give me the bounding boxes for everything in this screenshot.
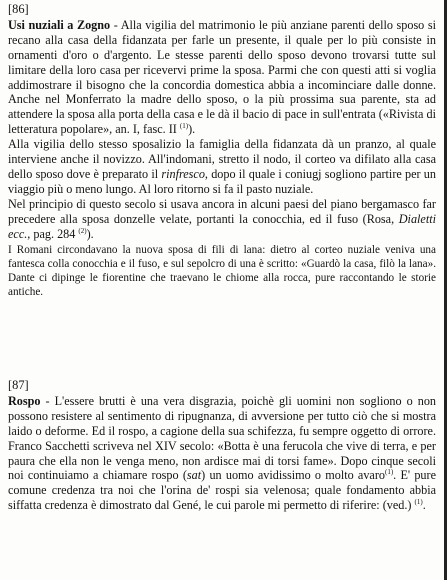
entry-paragraph: I Romani circondavano la nuova sposa di fili di lana: dietro al corteo nuziale veniva una fantesca colla conocchia e il fuso, e sul sepolcro di una è scritto: «Guardò la casa, filò la lana». Dante ci dipinge le fiorentine che traevano le chiome alla rocca, pure raccontando le storie antiche. <box>8 243 436 299</box>
entry-title: Usi nuziali a Zogno <box>8 17 111 32</box>
title-separator: - <box>110 17 121 32</box>
title-separator: - <box>40 393 55 408</box>
paragraph-text: . <box>422 498 426 513</box>
paragraph-text: , dopo il quale i coniugj sogliono partire per un viaggio più o meno lungo. Al loro ritorno si fa il pasto nuziale. <box>8 166 436 196</box>
entry-paragraph <box>8 197 436 242</box>
entry-87 <box>8 378 436 513</box>
footnote-ref: (1) <box>385 468 394 477</box>
paragraph-text: ). <box>188 122 196 137</box>
entry-number: [86] <box>8 2 29 16</box>
entry-paragraph <box>8 18 436 137</box>
footnote-ref: (2) <box>78 226 87 235</box>
entry-title: Rospo <box>8 393 41 408</box>
paragraph-text: Alla vigilia del matrimonio le più anziane parenti dello sposo si recano alla casa della fidanzata per farle un presente, il quale per lo più consiste in ornamenti d'oro o d'argento. Le stesse parenti dello sposo devono trovarsi tutte sul limitare della loro casa per ricevervi prime la sposa. Parmi che con questi atti si voglia addimostrare il bisogno che la concordia domestica abbia a incominciare dalle donne. Anche nel Monferrato la madre dello sposo, o la più prossima sua parente, sta ad attendere la sposa alla porta della casa e le dà il bacio di pace in sull'entrata («Rivista di letteratura popolare», an. I, fasc. II <box>8 17 436 137</box>
footnote-ref: (1) <box>179 122 189 131</box>
paragraph-text: , pag. 284 <box>27 226 79 241</box>
entry-86 <box>8 2 436 300</box>
footnote-ref: (1) <box>414 498 423 507</box>
italic-citation: Dialetti ecc. <box>8 211 436 241</box>
italic-term: rinfresco <box>161 166 205 181</box>
paragraph-text: ). <box>86 226 94 241</box>
entry-paragraph <box>8 394 436 513</box>
entry-number: [87] <box>8 378 29 392</box>
italic-term: sat <box>186 468 202 483</box>
entry-paragraph <box>8 137 436 197</box>
paragraph-text: . E' pure comune credenza tra noi che l'orina de' rospi sia velenosa; quale fondamento abbia siffatta credenza è dimostrato dal Gené, le cui parole mi permetto di riferire: (ved.) <box>8 468 436 513</box>
paragraph-text: ) un uomo avidissimo o molto avaro <box>201 468 385 483</box>
paragraph-text: L'essere brutti è una vera disgrazia, poichè gli uomini non sogliono o non possono resistere al sentimento di ripugnanza, di avversione per tutto ciò che si mostra laido o deforme. Ed il rospo, a cagione della sua schifezza, fu sempre oggetto di orrore. Franco Sacchetti scriveva nel XIV secolo: «Botta è una ferucola che vive di terra, e per paura che ella non le venga meno, non ardisce mai di torsi fame». Dopo cinque secoli noi continuiamo a chiamare rospo ( <box>8 393 437 483</box>
paragraph-text: Alla vigilia dello stesso sposalizio la famiglia della fidanzata dà un pranzo, al quale interviene anche il novizzo. All'indomani, stretto il nodo, il corteo va difilato alla casa dello sposo dove è preparato il <box>8 137 436 181</box>
paragraph-text: Nel principio di questo secolo si usava ancora in alcuni paesi del piano bergamasco far precedere alla sposa donzelle velate, portanti la conocchia, ed il fuso (Rosa, <box>8 196 436 226</box>
